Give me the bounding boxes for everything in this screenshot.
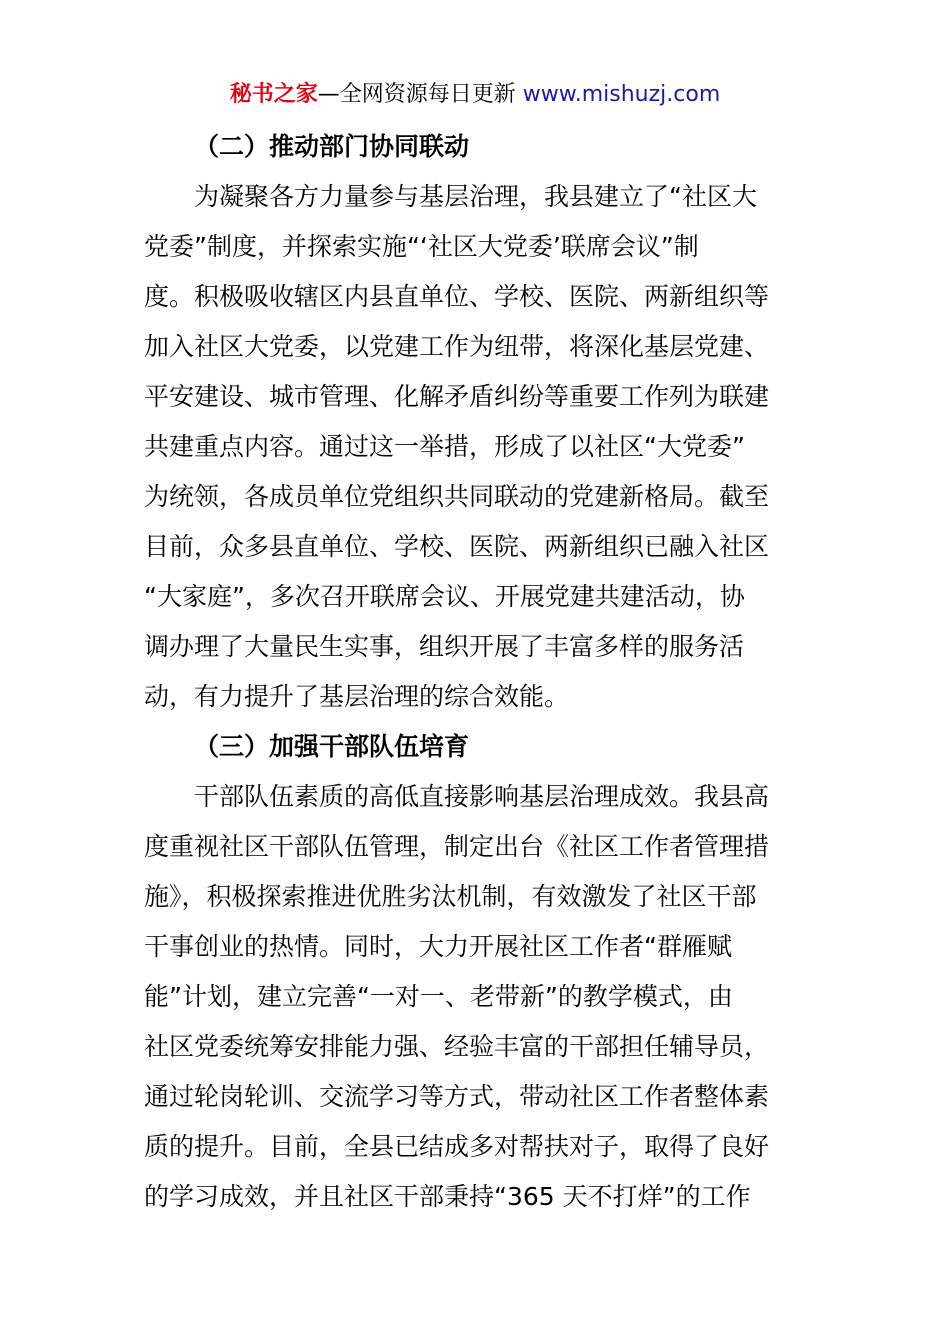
paragraph-line: 党委”制度，并探索实施“‘社区大党委’联席会议”制 — [144, 232, 699, 261]
site-url: www.mishuzj.com — [522, 82, 721, 107]
paragraph-line: 度。积极吸收辖区内县直单位、学校、医院、两新组织等 — [144, 282, 770, 311]
header-tagline: —全网资源每日更新 — [317, 82, 523, 107]
paragraph-first-line: 干部队伍素质的高低直接影响基层治理成效。我县高 — [194, 782, 770, 811]
paragraph-line: 施》，积极探索推进优胜劣汰机制，有效激发了社区干部 — [144, 882, 757, 911]
document-body — [144, 122, 808, 1222]
paragraph-line: 通过轮岗轮训、交流学习等方式，带动社区工作者整体素 — [144, 1082, 770, 1111]
paragraph-line: 平安建设、城市管理、化解矛盾纠纷等重要工作列为联建 — [144, 382, 770, 411]
paragraph-line: 度重视社区干部队伍管理，制定出台《社区工作者管理措 — [144, 832, 770, 861]
paragraph-line: 为统领，各成员单位党组织共同联动的党建新格局。截至 — [144, 482, 770, 511]
paragraph-line: 干事创业的热情。同时，大力开展社区工作者“群雁赋 — [144, 932, 732, 961]
paragraph-line: 加入社区大党委，以党建工作为纽带，将深化基层党建、 — [144, 332, 770, 361]
paragraph-line: 的学习成效，并且社区干部秉持“365 天不打烊”的工作 — [144, 1182, 751, 1211]
section-heading: （二）推动部门协同联动 — [194, 132, 470, 161]
paragraph-line: “大家庭”，多次召开联席会议、开展党建共建活动，协 — [144, 582, 745, 611]
watermark-header — [0, 78, 950, 112]
paragraph-line: 能”计划，建立完善“一对一、老带新”的教学模式，由 — [144, 982, 733, 1011]
paragraph-line: 社区党委统筹安排能力强、经验丰富的干部担任辅导员， — [144, 1032, 770, 1061]
paragraph-line: 调办理了大量民生实事，组织开展了丰富多样的服务活 — [144, 632, 745, 661]
paragraph-line: 动，有力提升了基层治理的综合效能。 — [144, 682, 570, 711]
paragraph-line: 目前，众多县直单位、学校、医院、两新组织已融入社区 — [144, 532, 770, 561]
paragraph-line: 共建重点内容。通过这一举措，形成了以社区“大党委” — [144, 432, 745, 461]
section-heading: （三）加强干部队伍培育 — [194, 732, 470, 761]
paragraph-line: 质的提升。目前，全县已结成多对帮扶对子，取得了良好 — [144, 1132, 770, 1161]
brand-name: 秘书之家 — [229, 82, 318, 107]
paragraph-first-line: 为凝聚各方力量参与基层治理，我县建立了“社区大 — [194, 182, 757, 211]
